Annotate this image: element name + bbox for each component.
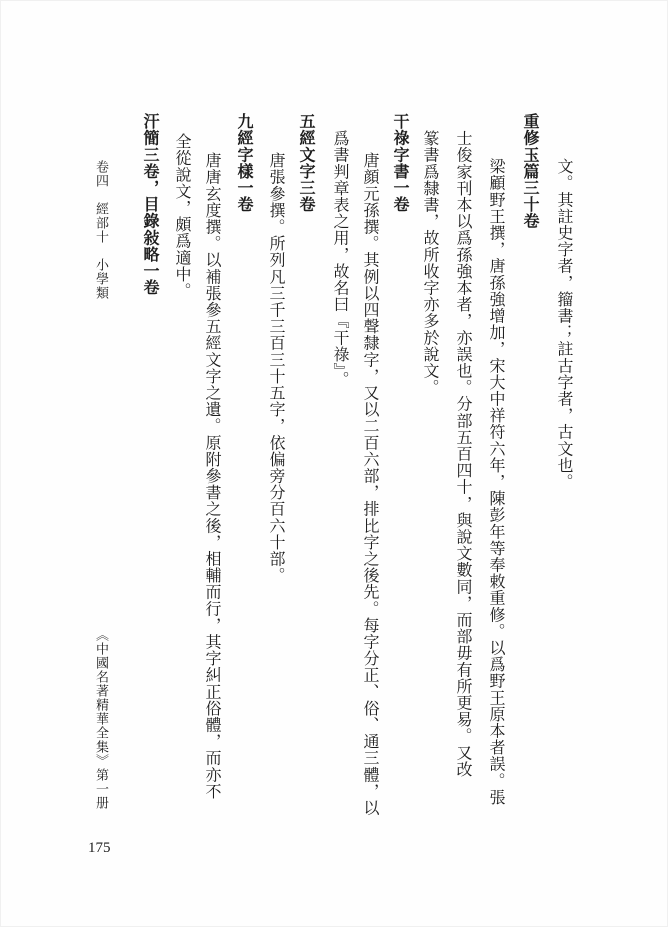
text-column-12: 唐唐玄度撰。以補張參五經文字之遺。原附參書之後，相輔而行，其字糾正俗體，而亦不 (203, 152, 222, 800)
running-head: 卷四 經部十 小學類 (93, 160, 108, 300)
text-column-5: 篆書爲隸書，故所收字亦多於說文。 (421, 130, 440, 396)
entry-title-ganlu: 干祿字書一卷 (391, 113, 410, 213)
text-column-1: 文。其註史字者，籀書；註古字者，古文也。 (555, 158, 574, 490)
text-column-4: 士俊家刊本以爲孫強本者，亦誤也。分部五百四十，與說文數同，而部毋有所更易。又改 (454, 130, 473, 778)
entry-title-jiujing: 九經字樣一卷 (235, 113, 254, 213)
entry-title-hanjian: 汗簡三卷，目錄敍略一卷 (141, 113, 160, 296)
page-number: 175 (88, 840, 111, 856)
text-column-13: 全從說文，頗爲適中。 (173, 133, 192, 299)
text-column-8: 爲書判章表之用，故名曰『干祿』。 (331, 130, 350, 388)
text-column-7: 唐顔元孫撰。其例以四聲隸字，又以二百六部，排比字之後先。每字分正、俗、通三體，以 (361, 152, 380, 816)
text-column-3: 梁顧野王撰，唐孫強增加，宋大中祥符六年，陳彭年等奉敕重修。以爲野王原本者誤。張 (487, 158, 506, 806)
text-column-10: 唐張參撰。所列凡三千三百三十五字，依偏旁分百六十部。 (267, 152, 286, 584)
book-title: 《中國名著精華全集》第一册 (93, 628, 108, 810)
entry-title-wujing: 五經文字三卷 (297, 113, 316, 213)
entry-title-yupian: 重修玉篇三十卷 (521, 113, 540, 230)
